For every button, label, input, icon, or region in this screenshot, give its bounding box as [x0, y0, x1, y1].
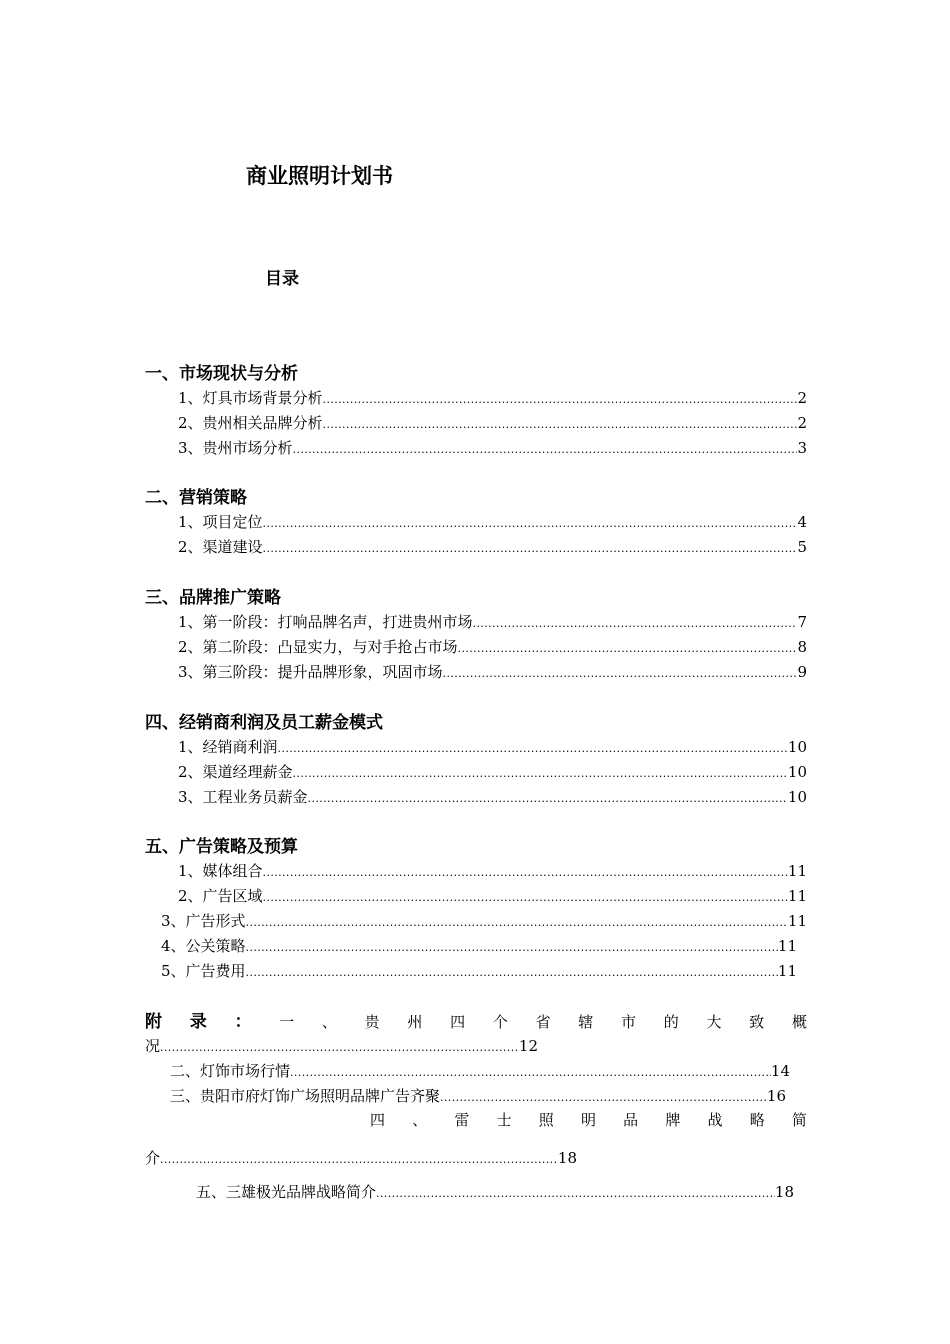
toc-entry-page: 16 [766, 1087, 786, 1105]
leader-dots [323, 389, 798, 411]
toc-entry-page: 18 [774, 1183, 794, 1201]
toc-entry-page: 11 [777, 937, 797, 955]
toc-entry[interactable] [178, 860, 807, 884]
appendix-item-char: 明 [580, 1111, 596, 1129]
document-title: 商业照明计划书 [246, 164, 393, 188]
appendix-item-char: 四 [370, 1111, 386, 1129]
toc-entry-label: 2、渠道经理薪金 [178, 763, 293, 781]
toc-section-title: 五、广告策略及预算 [145, 837, 298, 857]
leader-dots [160, 1149, 558, 1171]
toc-entry[interactable] [178, 511, 807, 535]
appendix-item-char: 战 [707, 1111, 723, 1129]
toc-entry-label: 5、广告费用 [161, 962, 246, 980]
leader-dots [293, 439, 798, 461]
appendix-item-char: 市 [621, 1013, 637, 1031]
toc-entry-page: 10 [787, 763, 807, 781]
toc-entry-page: 10 [787, 738, 807, 756]
appendix-item-char: 、 [412, 1111, 428, 1129]
leader-dots [443, 663, 798, 685]
toc-entry[interactable] [161, 960, 797, 984]
appendix-item-char: 省 [535, 1013, 551, 1031]
appendix-item-char: 个 [492, 1013, 508, 1031]
toc-entry[interactable] [178, 786, 807, 810]
toc-entry-page: 3 [797, 439, 807, 457]
leader-dots [246, 937, 778, 959]
toc-entry-page: 10 [787, 788, 807, 806]
leader-dots [323, 414, 798, 436]
toc-section-title: 一、市场现状与分析 [145, 364, 298, 384]
toc-entry-page: 7 [797, 613, 807, 631]
appendix-item-char: 士 [496, 1111, 512, 1129]
appendix-item-char: 一 [279, 1013, 295, 1031]
appendix-item-char: 致 [749, 1013, 765, 1031]
appendix-item-char: 概 [791, 1013, 807, 1031]
toc-entry[interactable] [170, 1060, 790, 1084]
toc-entry-label: 3、工程业务员薪金 [178, 788, 308, 806]
toc-section-title: 二、营销策略 [145, 488, 247, 508]
toc-entry[interactable] [178, 661, 807, 685]
toc-entry-label: 1、项目定位 [178, 513, 263, 531]
appendix-item-char: 四 [450, 1013, 466, 1031]
appendix-item-char: 辖 [578, 1013, 594, 1031]
appendix-item-char: 雷 [454, 1111, 470, 1129]
toc-entry[interactable] [178, 387, 807, 411]
leader-dots [263, 862, 788, 884]
toc-entry-page: 5 [797, 538, 807, 556]
leader-dots [440, 1087, 767, 1109]
toc-entry-page: 8 [797, 638, 807, 656]
toc-entry[interactable] [178, 761, 807, 785]
toc-entry-label: 1、媒体组合 [178, 862, 263, 880]
toc-entry-label: 2、渠道建设 [178, 538, 263, 556]
leader-dots [246, 912, 788, 934]
leader-dots [263, 513, 798, 535]
toc-entry[interactable] [161, 935, 797, 959]
toc-entry-page: 12 [518, 1037, 538, 1055]
appendix-item-char: 的 [663, 1013, 679, 1031]
leader-dots [263, 538, 798, 560]
leader-dots [293, 763, 788, 785]
appendix-spread-line [370, 1109, 807, 1131]
leader-dots [246, 962, 778, 984]
toc-entry[interactable] [178, 611, 807, 635]
appendix-label-char: 录 [189, 1012, 207, 1032]
appendix-item-char: 州 [407, 1013, 423, 1031]
toc-entry-label: 2、贵州相关品牌分析 [178, 414, 323, 432]
leader-dots [458, 638, 798, 660]
appendix-item-char: 略 [749, 1111, 765, 1129]
toc-entry-label: 1、灯具市场背景分析 [178, 389, 323, 407]
toc-section-title: 四、经销商利润及员工薪金模式 [145, 713, 383, 733]
toc-entry-page: 11 [787, 862, 807, 880]
toc-entry[interactable] [178, 412, 807, 436]
toc-entry[interactable] [178, 437, 807, 461]
toc-entry[interactable] [161, 910, 807, 934]
toc-entry-page: 14 [770, 1062, 790, 1080]
toc-section-title: 三、品牌推广策略 [145, 588, 281, 608]
toc-entry-page: 11 [777, 962, 797, 980]
appendix-item-char: 照 [538, 1111, 554, 1129]
toc-entry-label: 4、公关策略 [161, 937, 246, 955]
appendix-item-char: 品 [623, 1111, 639, 1129]
toc-entry-page: 11 [787, 887, 807, 905]
toc-entry-label: 三、贵阳市府灯饰广场照明品牌广告齐聚 [170, 1087, 441, 1105]
toc-entry-page: 2 [797, 414, 807, 432]
toc-entry-page: 18 [557, 1149, 577, 1167]
appendix-item-char: 贵 [364, 1013, 380, 1031]
leader-dots [160, 1037, 519, 1059]
leader-dots [263, 887, 788, 909]
leader-dots [473, 613, 798, 635]
toc-entry[interactable] [170, 1085, 786, 1109]
toc-entry[interactable] [178, 885, 807, 909]
toc-heading: 目录 [265, 269, 299, 289]
appendix-label-char: ： [234, 1012, 252, 1032]
appendix-item-char: 牌 [665, 1111, 681, 1129]
toc-entry[interactable] [178, 636, 807, 660]
toc-entry-label: 3、第三阶段：提升品牌形象，巩固市场 [178, 663, 443, 681]
toc-entry-label: 1、第一阶段：打响品牌名声，打进贵州市场 [178, 613, 473, 631]
toc-entry-page: 11 [787, 912, 807, 930]
toc-entry-page: 2 [797, 389, 807, 407]
toc-entry-label: 五、三雄极光品牌战略简介 [196, 1183, 377, 1201]
toc-entry-label: 1、经销商利润 [178, 738, 278, 756]
toc-entry[interactable] [196, 1181, 794, 1205]
leader-dots [278, 738, 788, 760]
toc-entry-label: 3、广告形式 [161, 912, 246, 930]
appendix-item-char: 简 [791, 1111, 807, 1129]
toc-entry-label: 2、广告区域 [178, 887, 263, 905]
toc-entry-label: 3、贵州市场分析 [178, 439, 293, 457]
appendix-item-char: 大 [706, 1013, 722, 1031]
leader-dots [376, 1183, 775, 1205]
appendix-item-char: 、 [321, 1013, 337, 1031]
appendix-label-char: 附 [145, 1012, 162, 1032]
leader-dots [308, 788, 788, 810]
toc-entry[interactable] [178, 536, 807, 560]
appendix-first-line [145, 1010, 807, 1034]
toc-entry[interactable] [145, 1035, 538, 1059]
toc-entry-label: 2、第二阶段：凸显实力，与对手抢占市场 [178, 638, 458, 656]
toc-entry-label: 介 [145, 1149, 161, 1167]
toc-entry[interactable] [145, 1147, 577, 1171]
leader-dots [290, 1062, 771, 1084]
toc-entry-page: 9 [797, 663, 807, 681]
toc-entry-label: 况 [145, 1037, 161, 1055]
toc-entry[interactable] [178, 736, 807, 760]
toc-entry-page: 4 [797, 513, 807, 531]
toc-entry-label: 二、灯饰市场行情 [170, 1062, 291, 1080]
